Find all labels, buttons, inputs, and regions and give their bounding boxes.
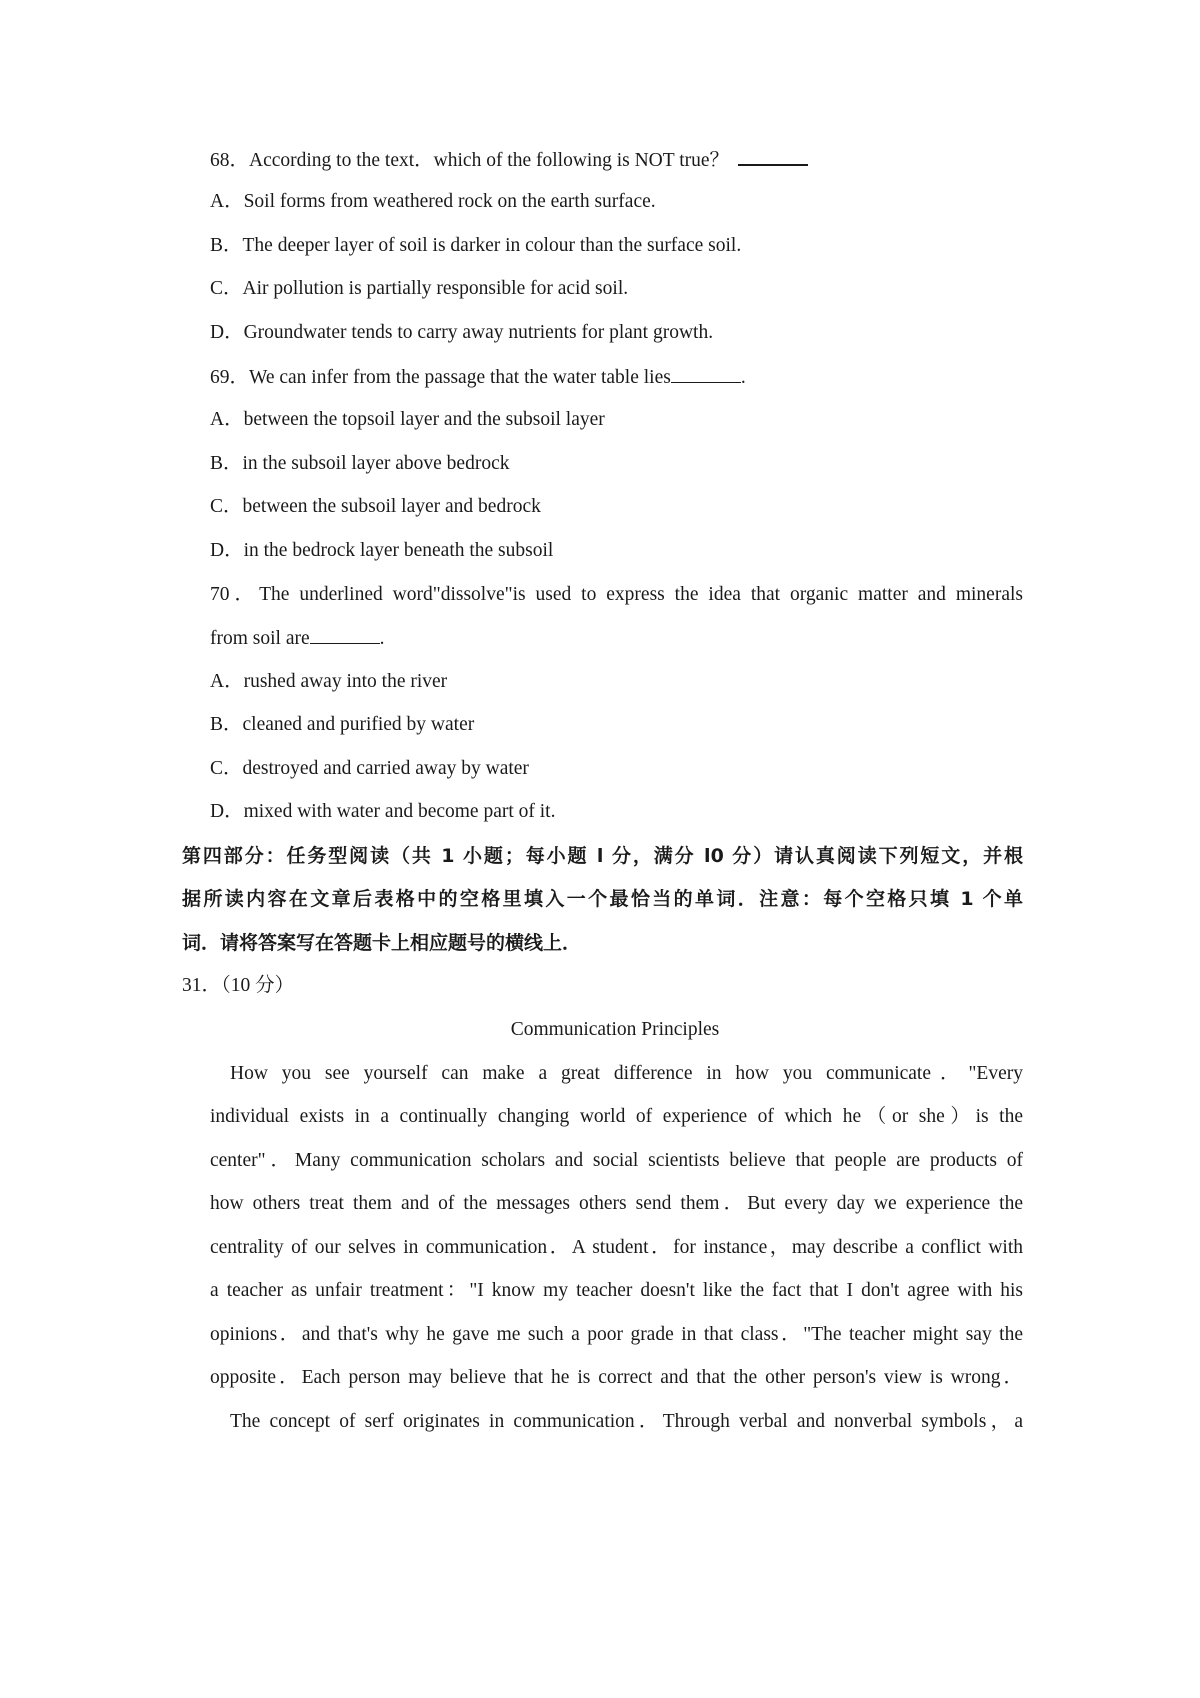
question-68-option-a: A．Soil forms from weathered rock on the earth surface. [210, 191, 656, 212]
question-70-line-2 [210, 625, 385, 652]
question-68 [210, 146, 808, 174]
part4-instructions-line-2: 据所读内容在文章后表格中的空格里填入一个最恰当的单词．注意：每个空格只填 1 个单 [182, 888, 1023, 910]
question-70-stem-end: . [379, 628, 385, 649]
passage-line: center"．Many communication scholars and social scientists believe that people are products of [210, 1150, 1023, 1171]
question-68-option-c: C．Air pollution is partially responsible for acid soil. [210, 278, 629, 299]
question-70-option-d: D．mixed with water and become part of it. [210, 801, 556, 822]
passage-line: opposite．Each person may believe that he is correct and that the other person's view is wrong． [210, 1367, 1023, 1388]
question-69 [210, 364, 746, 391]
question-68-option-d: D．Groundwater tends to carry away nutrients for plant growth. [210, 322, 714, 343]
question-70-option-c: C．destroyed and carried away by water [210, 758, 529, 779]
answer-blank [738, 146, 808, 166]
part4-instructions-line-1: 第四部分：任务型阅读（共 1 小题；每小题 l 分，满分 l0 分）请认真阅读下列短文，并根 [182, 845, 1023, 867]
question-70-line-1: 70．The underlined word"dissolve"is used to express the idea that organic matter and minerals [210, 584, 1023, 605]
question-68-option-b: B．The deeper layer of soil is darker in colour than the surface soil. [210, 235, 742, 256]
question-31-label: 31．（10 分） [182, 975, 295, 996]
passage-line: how others treat them and of the messages others send them．But every day we experience the [210, 1193, 1023, 1214]
passage-line: centrality of our selves in communication．A student．for instance，may describe a conflict with [210, 1237, 1023, 1258]
question-69-option-a: A．between the topsoil layer and the subsoil layer [210, 409, 605, 430]
passage-line: opinions．and that's why he gave me such a poor grade in that class．"The teacher might say the [210, 1324, 1023, 1345]
passage-line: The concept of serf originates in communication．Through verbal and nonverbal symbols，a [230, 1411, 1023, 1432]
question-68-stem: 68．According to the text．which of the following is NOT true？ [210, 150, 730, 171]
question-69-option-b: B．in the subsoil layer above bedrock [210, 453, 510, 474]
question-70-stem: from soil are [210, 628, 310, 649]
question-69-option-c: C．between the subsoil layer and bedrock [210, 496, 541, 517]
question-70-option-b: B．cleaned and purified by water [210, 714, 475, 735]
question-70-option-a: A．rushed away into the river [210, 671, 448, 692]
question-69-option-d: D．in the bedrock layer beneath the subsoil [210, 540, 554, 561]
answer-blank [671, 364, 741, 383]
answer-blank [310, 625, 380, 644]
passage-line: a teacher as unfair treatment："I know my teacher doesn't like the fact that I don't agree with his [210, 1280, 1023, 1301]
question-69-stem: 69．We can infer from the passage that the water table lies [210, 367, 671, 388]
question-69-stem-end: . [740, 367, 746, 388]
passage-line: individual exists in a continually changing world of experience of which he（or she）is the [210, 1106, 1023, 1127]
passage-line: How you see yourself can make a great difference in how you communicate．"Every [230, 1063, 1023, 1084]
passage-title: Communication Principles [510, 1019, 720, 1040]
part4-instructions-line-3: 词．请将答案写在答题卡上相应题号的横线上． [182, 932, 582, 954]
